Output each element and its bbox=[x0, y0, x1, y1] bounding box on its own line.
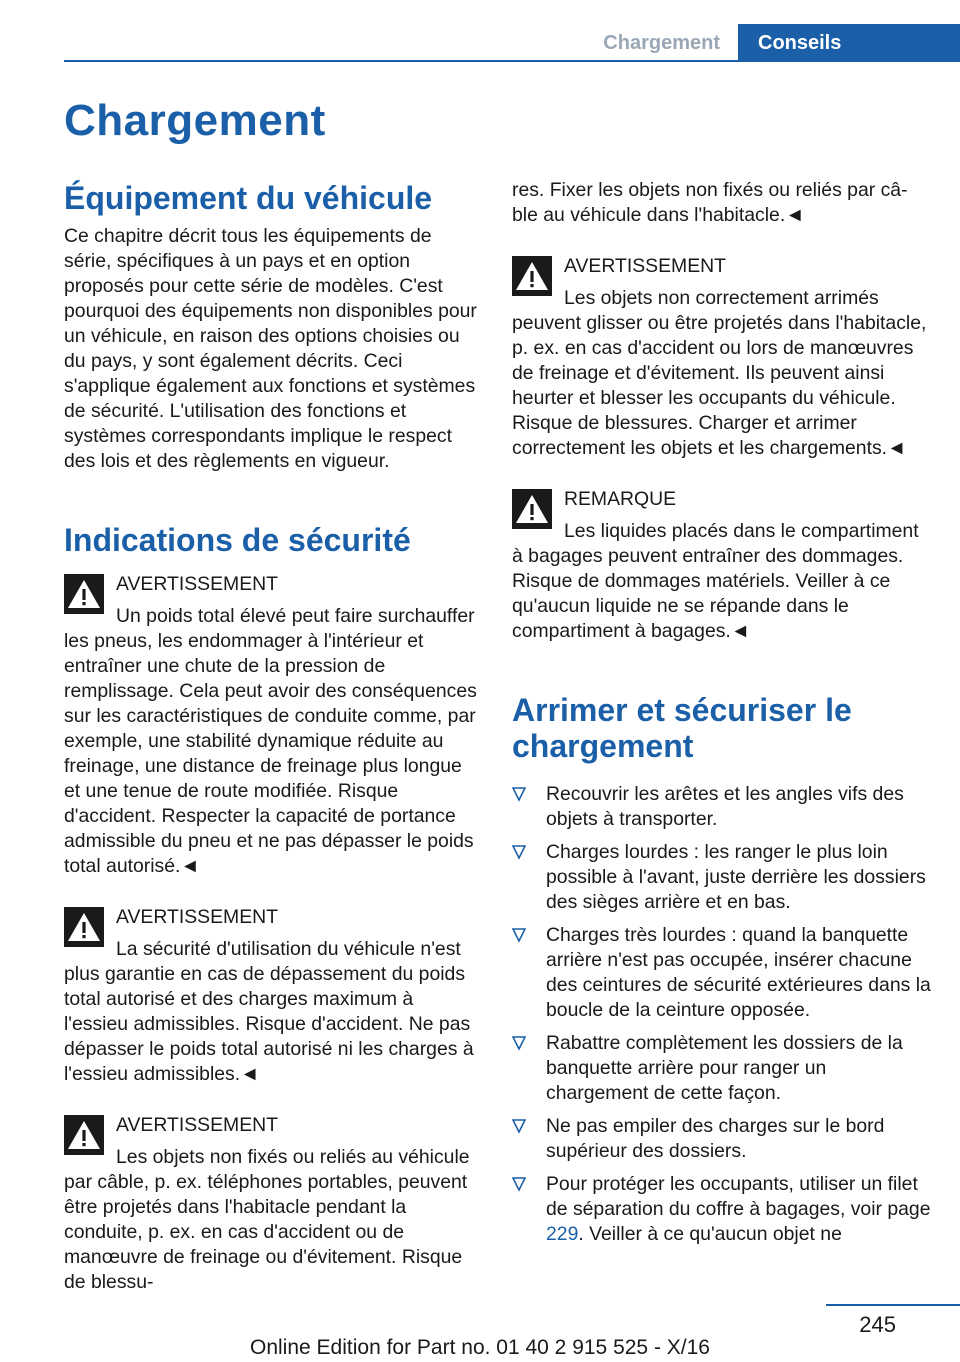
bullet-triangle-icon bbox=[512, 926, 526, 944]
list-item-text: Ne pas empiler des charges sur le bord supérieur des dossiers. bbox=[546, 1115, 885, 1162]
warning-label: AVERTISSEMENT bbox=[116, 573, 278, 595]
warning-label: AVERTISSEMENT bbox=[564, 255, 726, 277]
list-item bbox=[512, 1031, 932, 1106]
warning-text: La sécurité d'utilisation du véhicule n'est plus garantie en cas de dépassement du poids total autorisé et des charges maximum à l'essieu admissibles. Risque d'accident. Ne pas dépasser le poids total autorisé ni les charges à l'essieu admissibles.◄ bbox=[64, 938, 474, 1085]
note-text: Les liquides placés dans le compartiment à bagages peuvent entraîner des dommages. Risque de dommages matériels. Veiller à ce qu'aucun liquide ne se répande dans le compartiment à bagages.◄ bbox=[512, 520, 919, 642]
list-item bbox=[512, 1172, 932, 1247]
warning-label: AVERTISSEMENT bbox=[116, 1114, 278, 1136]
footer-rule bbox=[826, 1304, 960, 1306]
note-block bbox=[512, 487, 932, 644]
list-item bbox=[512, 923, 932, 1023]
list-item-text: Recouvrir les arêtes et les angles vifs des objets à transporter. bbox=[546, 783, 904, 830]
bullet-triangle-icon bbox=[512, 785, 526, 803]
warning-block bbox=[64, 572, 480, 879]
bullet-list bbox=[512, 782, 932, 1247]
list-item-text-part: Pour protéger les occupants, utiliser un filet de séparation du coffre à bagages, voir page bbox=[546, 1173, 931, 1220]
header-rule bbox=[64, 60, 960, 62]
section-heading-equipement: Équipement du véhicule bbox=[64, 180, 433, 216]
warning-triangle-icon bbox=[64, 1115, 104, 1155]
list-item-text: Charges lourdes : les ranger le plus loin possible à l'avant, juste derrière les dossiers des sièges arrière et en bas. bbox=[546, 841, 926, 913]
warning-triangle-icon bbox=[64, 907, 104, 947]
warning-triangle-icon bbox=[512, 489, 552, 529]
page-header bbox=[0, 0, 960, 62]
section-heading-securite: Indications de sécurité bbox=[64, 522, 411, 558]
right-column bbox=[512, 178, 932, 1255]
continued-text-line: ble au véhicule dans l'habitacle.◄ bbox=[512, 204, 805, 226]
list-item-text-part: . Veiller à ce qu'aucun objet ne bbox=[578, 1223, 842, 1245]
section-heading-arrimer: Arrimer et sécuriser le chargement bbox=[512, 692, 852, 764]
bullet-triangle-icon bbox=[512, 843, 526, 861]
bullet-triangle-icon bbox=[512, 1175, 526, 1193]
page-title: Chargement bbox=[64, 96, 326, 145]
tab-chargement[interactable]: Chargement bbox=[603, 32, 720, 54]
list-item-text: Charges très lourdes : quand la banquette arrière n'est pas occupée, insérer chacune des ceintures de sécurité extérieures dans la boucle de la ceinture opposée. bbox=[546, 924, 931, 1021]
page-link[interactable]: 229 bbox=[546, 1223, 579, 1245]
warning-triangle-icon bbox=[512, 256, 552, 296]
list-item bbox=[512, 782, 932, 832]
warning-triangle-icon bbox=[64, 574, 104, 614]
edition-note: Online Edition for Part no. 01 40 2 915 525 - X/16 bbox=[250, 1336, 710, 1359]
list-item-text bbox=[546, 1173, 931, 1245]
section-body-equipement: Ce chapitre décrit tous les équipements de série, spécifiques à un pays et en option proposés pour cette série de modèles. C'est pourquoi des équipements non disponibles pour un véhicule, en raison des options choisies ou du pays, y sont également décrits. Ceci s'applique également aux fonctions et systèmes de sécurité. L'utilisation des fonctions et systèmes correspondants implique le respect des lois et des règlements en vigueur. bbox=[64, 225, 477, 472]
bullet-triangle-icon bbox=[512, 1117, 526, 1135]
warning-text-partial: Les objets non fixés ou reliés au véhicule par câble, p. ex. téléphones portables, peuvent être projetés dans l'habitacle pendant la conduite, p. ex. en cas d'accident ou de manœuvre de freinage ou d'évitement. Risque de blessu- bbox=[64, 1146, 470, 1293]
list-item bbox=[512, 1114, 932, 1164]
warning-text: Les objets non correctement arrimés peuvent glisser ou être projetés dans l'habitacle, p. ex. en cas d'accident ou lors de manœuvres de freinage et d'évitement. Ils peuvent ainsi heurter et blesser les occupants du véhicule. Risque de blessures. Charger et arrimer correctement les objets et les chargements.◄ bbox=[512, 287, 927, 459]
left-column bbox=[64, 180, 480, 1295]
tab-conseils[interactable]: Conseils bbox=[738, 24, 960, 60]
continued-text-line: res. Fixer les objets non fixés ou reliés par câ- bbox=[512, 179, 908, 201]
list-item-text: Rabattre complètement les dossiers de la banquette arrière pour ranger un chargement de cette façon. bbox=[546, 1032, 903, 1104]
warning-block bbox=[512, 254, 932, 461]
list-item bbox=[512, 840, 932, 915]
warning-text: Un poids total élevé peut faire surchauffer les pneus, les endommager à l'intérieur et entraîner une chute de la pression de remplissage. Cela peut avoir des conséquences sur les caractéristiques de conduite comme, par exemple, une stabilité dynamique réduite au freinage, une distance de freinage plus longue et une tenue de route modifiée. Risque d'accident. Respecter la capacité de portance admissible du pneu et ne pas dépasser le poids total autorisé.◄ bbox=[64, 605, 477, 877]
bullet-triangle-icon bbox=[512, 1034, 526, 1052]
note-label: REMARQUE bbox=[564, 488, 677, 510]
warning-label: AVERTISSEMENT bbox=[116, 906, 278, 928]
warning-block bbox=[64, 905, 480, 1087]
warning-block bbox=[64, 1113, 480, 1295]
page-number: 245 bbox=[859, 1312, 896, 1337]
